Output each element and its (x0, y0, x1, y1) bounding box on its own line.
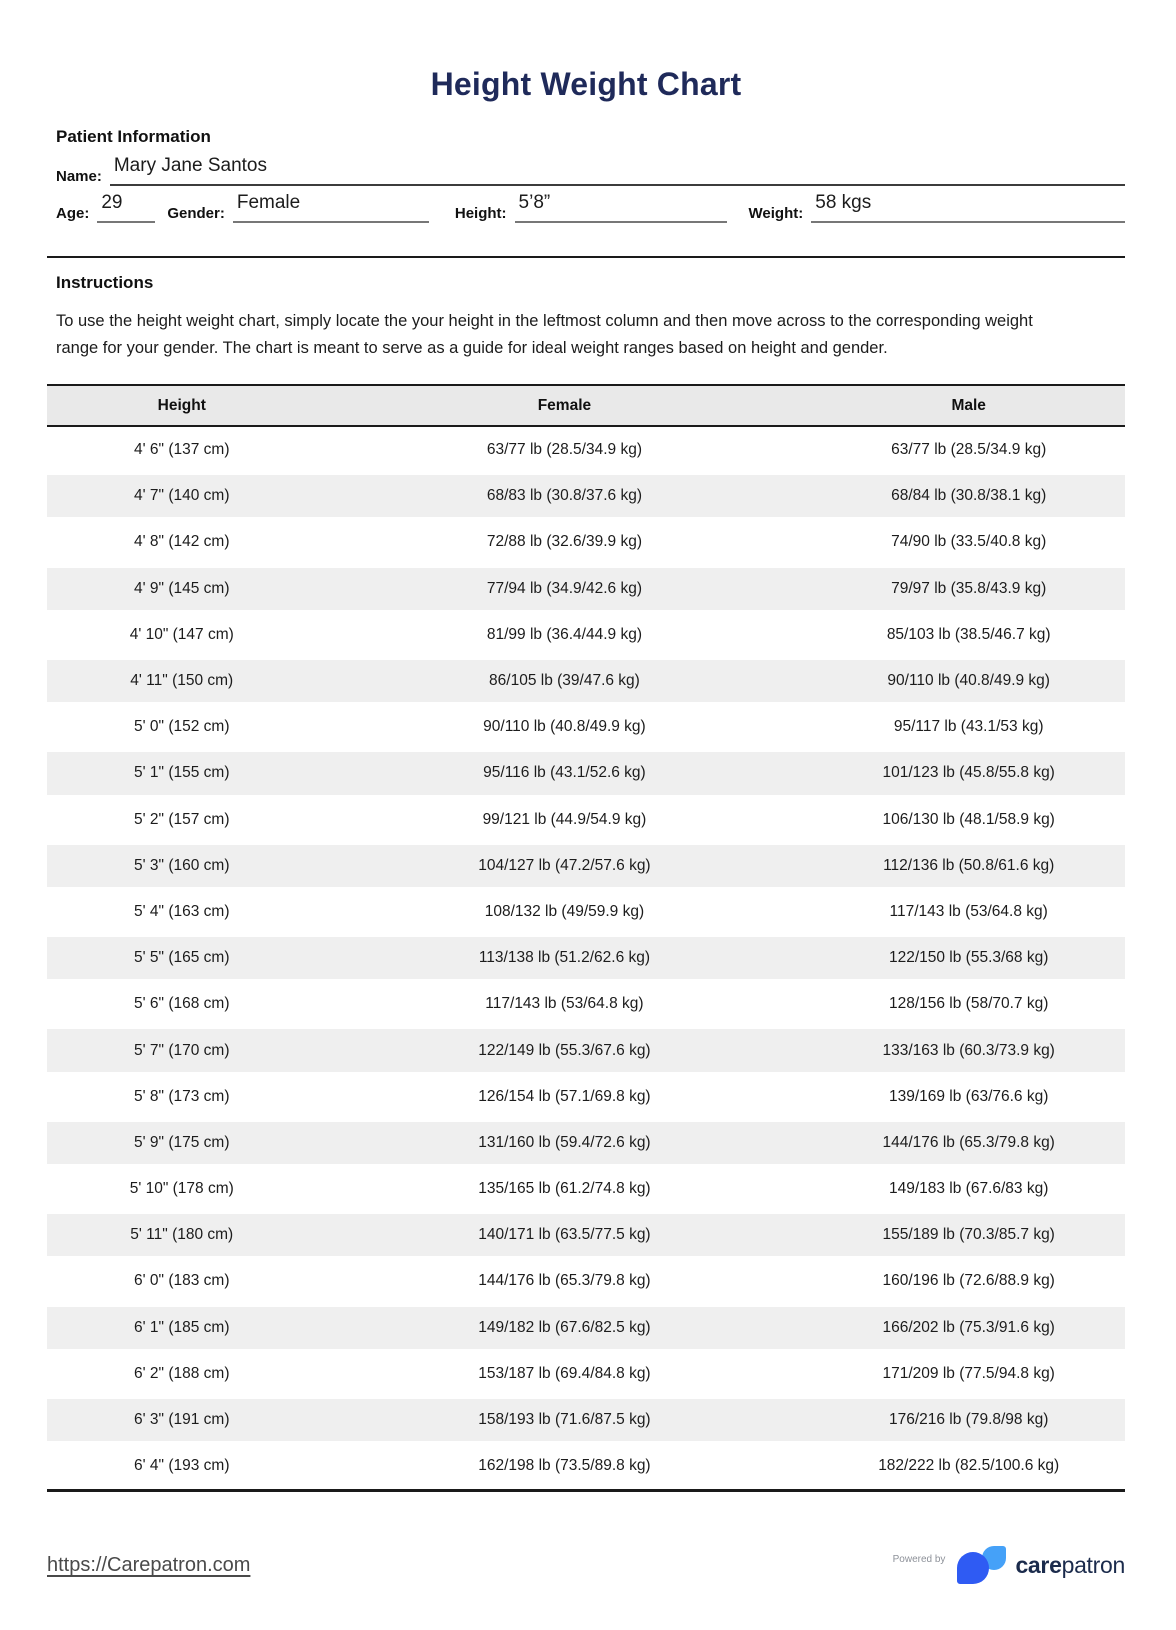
speech-bubble-dark-icon (957, 1552, 989, 1584)
table-cell: 77/94 lb (34.9/42.6 kg) (486, 579, 642, 597)
table-cell: 99/121 lb (44.9/54.9 kg) (482, 810, 647, 828)
footer (47, 1544, 1125, 1586)
carepatron-link[interactable]: https://Carepatron.com (47, 1553, 251, 1576)
gender-label: Gender: (167, 205, 225, 222)
instructions-text: To use the height weight chart, simply locate the your height in the leftmost column and then move across to the corresponding weight range for your gender. The chart is meant to serve as a guide for ideal weight ranges based on height and gender. (56, 312, 1033, 357)
demographics-field-row (56, 192, 1125, 223)
table-cell: 4' 10" (147 cm) (129, 625, 234, 643)
table-row (47, 1166, 1125, 1212)
section-divider (47, 256, 1125, 258)
patient-information-heading: Patient Information (56, 127, 211, 146)
table-cell: 68/83 lb (30.8/37.6 kg) (486, 487, 642, 505)
table-cell: 166/202 lb (75.3/91.6 kg) (882, 1318, 1055, 1336)
table-cell: 140/171 lb (63.5/77.5 kg) (478, 1226, 651, 1244)
table-row (47, 1212, 1125, 1258)
name-value: Mary Jane Santos (113, 155, 267, 176)
table-cell: 6' 2" (188 cm) (134, 1364, 230, 1382)
weight-label: Weight: (748, 205, 804, 222)
name-label: Name: (56, 168, 102, 185)
table-cell: 6' 0" (183 cm) (134, 1272, 230, 1290)
table-cell: 79/97 lb (35.8/43.9 kg) (891, 579, 1047, 597)
brand-wordmark-patron: patron (1061, 1551, 1125, 1578)
table-cell: 5' 8" (173 cm) (134, 1087, 230, 1105)
carepatron-logo-icon (957, 1544, 1009, 1586)
table-row (47, 1443, 1125, 1489)
table-cell: 4' 8" (142 cm) (134, 533, 230, 551)
table-row (47, 1351, 1125, 1397)
table-cell: 95/116 lb (43.1/52.6 kg) (483, 764, 646, 782)
table-cell: 5' 6" (168 cm) (134, 995, 230, 1013)
table-cell: 122/149 lb (55.3/67.6 kg) (478, 1041, 651, 1059)
table-cell: 74/90 lb (33.5/40.8 kg) (891, 533, 1047, 551)
table-cell: 144/176 lb (65.3/79.8 kg) (478, 1272, 651, 1290)
brand-block[interactable] (893, 1544, 1125, 1586)
age-label: Age: (56, 205, 90, 222)
table-row (47, 935, 1125, 981)
table-cell: 108/132 lb (49/59.9 kg) (484, 902, 645, 920)
gender-value: Female (236, 192, 301, 213)
table-cell: 176/216 lb (79.8/98 kg) (888, 1411, 1049, 1429)
table-row (47, 889, 1125, 935)
instructions-heading: Instructions (56, 273, 154, 292)
table-cell: 90/110 lb (40.8/49.9 kg) (887, 672, 1050, 690)
table-row (47, 843, 1125, 889)
age-value: 29 (101, 192, 123, 213)
table-cell: 182/222 lb (82.5/100.6 kg) (878, 1457, 1060, 1475)
table-row (47, 981, 1125, 1027)
table-row (47, 704, 1125, 750)
table-cell: 5' 2" (157 cm) (134, 810, 230, 828)
table-cell: 86/105 lb (39/47.6 kg) (489, 672, 640, 690)
name-field-row (56, 155, 1125, 186)
age-field (97, 192, 155, 223)
table-cell: 5' 9" (175 cm) (134, 1133, 230, 1151)
weight-field (811, 192, 1125, 223)
weight-value: 58 kgs (815, 192, 872, 213)
table-cell: 5' 5" (165 cm) (134, 949, 230, 967)
table-cell: 5' 10" (178 cm) (129, 1180, 234, 1198)
table-cell: 104/127 lb (47.2/57.6 kg) (478, 856, 651, 874)
table-cell: 126/154 lb (57.1/69.8 kg) (478, 1087, 651, 1105)
table-cell: 5' 3" (160 cm) (134, 856, 230, 874)
table-cell: 144/176 lb (65.3/79.8 kg) (882, 1133, 1055, 1151)
table-cell: 5' 1" (155 cm) (134, 764, 230, 782)
table-row (47, 797, 1125, 843)
table-cell: 155/189 lb (70.3/85.7 kg) (882, 1226, 1055, 1244)
table-row (47, 1074, 1125, 1120)
table-row (47, 1397, 1125, 1443)
table-cell: 113/138 lb (51.2/62.6 kg) (478, 949, 651, 967)
table-cell: 90/110 lb (40.8/49.9 kg) (483, 718, 646, 736)
table-cell: 122/150 lb (55.3/68 kg) (888, 949, 1049, 967)
table-row (47, 473, 1125, 519)
brand-wordmark-care: care (1015, 1551, 1062, 1578)
table-cell: 6' 4" (193 cm) (134, 1457, 230, 1475)
table-row (47, 519, 1125, 565)
table-cell: 135/165 lb (61.2/74.8 kg) (478, 1180, 651, 1198)
table-cell: 95/117 lb (43.1/53 kg) (893, 718, 1044, 736)
height-value: 5’8” (518, 192, 551, 213)
column-header-male: Male (951, 396, 986, 414)
table-cell: 6' 1" (185 cm) (134, 1318, 230, 1336)
table-cell: 106/130 lb (48.1/58.9 kg) (882, 810, 1055, 828)
height-weight-table (47, 384, 1125, 1492)
table-cell: 149/182 lb (67.6/82.5 kg) (478, 1318, 651, 1336)
table-cell: 112/136 lb (50.8/61.6 kg) (883, 856, 1055, 874)
table-cell: 149/183 lb (67.6/83 kg) (888, 1180, 1049, 1198)
table-cell: 153/187 lb (69.4/84.8 kg) (478, 1364, 651, 1382)
table-cell: 133/163 lb (60.3/73.9 kg) (882, 1041, 1055, 1059)
table-cell: 6' 3" (191 cm) (134, 1411, 230, 1429)
table-row (47, 612, 1125, 658)
table-cell: 81/99 lb (36.4/44.9 kg) (486, 625, 642, 643)
table-cell: 131/160 lb (59.4/72.6 kg) (478, 1133, 651, 1151)
table-cell: 139/169 lb (63/76.6 kg) (888, 1087, 1049, 1105)
height-label: Height: (454, 205, 507, 222)
table-cell: 160/196 lb (72.6/88.9 kg) (882, 1272, 1055, 1290)
table-cell: 158/193 lb (71.6/87.5 kg) (478, 1411, 651, 1429)
table-cell: 128/156 lb (58/70.7 kg) (888, 995, 1049, 1013)
height-field (515, 192, 727, 223)
table-cell: 5' 4" (163 cm) (134, 902, 230, 920)
table-cell: 117/143 lb (53/64.8 kg) (889, 902, 1048, 920)
table-header-row (47, 384, 1125, 427)
table-cell: 63/77 lb (28.5/34.9 kg) (486, 441, 642, 459)
table-cell: 4' 11" (150 cm) (130, 672, 234, 690)
table-cell: 5' 0" (152 cm) (134, 718, 230, 736)
table-cell: 117/143 lb (53/64.8 kg) (485, 995, 644, 1013)
table-cell: 85/103 lb (38.5/46.7 kg) (886, 625, 1051, 643)
column-header-height: Height (157, 396, 206, 414)
table-cell: 5' 11" (180 cm) (130, 1226, 234, 1244)
table-row (47, 1258, 1125, 1304)
table-cell: 72/88 lb (32.6/39.9 kg) (486, 533, 642, 551)
table-row (47, 427, 1125, 473)
page-title: Height Weight Chart (430, 66, 742, 102)
table-cell: 63/77 lb (28.5/34.9 kg) (891, 441, 1047, 459)
table-cell: 5' 7" (170 cm) (134, 1041, 230, 1059)
table-row (47, 1120, 1125, 1166)
table-cell: 4' 9" (145 cm) (134, 579, 230, 597)
table-row (47, 750, 1125, 796)
table-row (47, 1305, 1125, 1351)
table-cell: 101/123 lb (45.8/55.8 kg) (882, 764, 1055, 782)
table-cell: 68/84 lb (30.8/38.1 kg) (891, 487, 1047, 505)
name-field (110, 155, 1125, 186)
column-header-female: Female (537, 396, 592, 414)
table-cell: 4' 6" (137 cm) (134, 441, 230, 459)
table-row (47, 566, 1125, 612)
table-cell: 171/209 lb (77.5/94.8 kg) (882, 1364, 1055, 1382)
table-row (47, 658, 1125, 704)
gender-field (233, 192, 429, 223)
table-cell: 162/198 lb (73.5/89.8 kg) (478, 1457, 651, 1475)
powered-by-label: Powered by (892, 1553, 946, 1565)
table-row (47, 1027, 1125, 1073)
table-body (47, 427, 1125, 1492)
table-cell: 4' 7" (140 cm) (134, 487, 230, 505)
brand-wordmark (1015, 1552, 1125, 1579)
